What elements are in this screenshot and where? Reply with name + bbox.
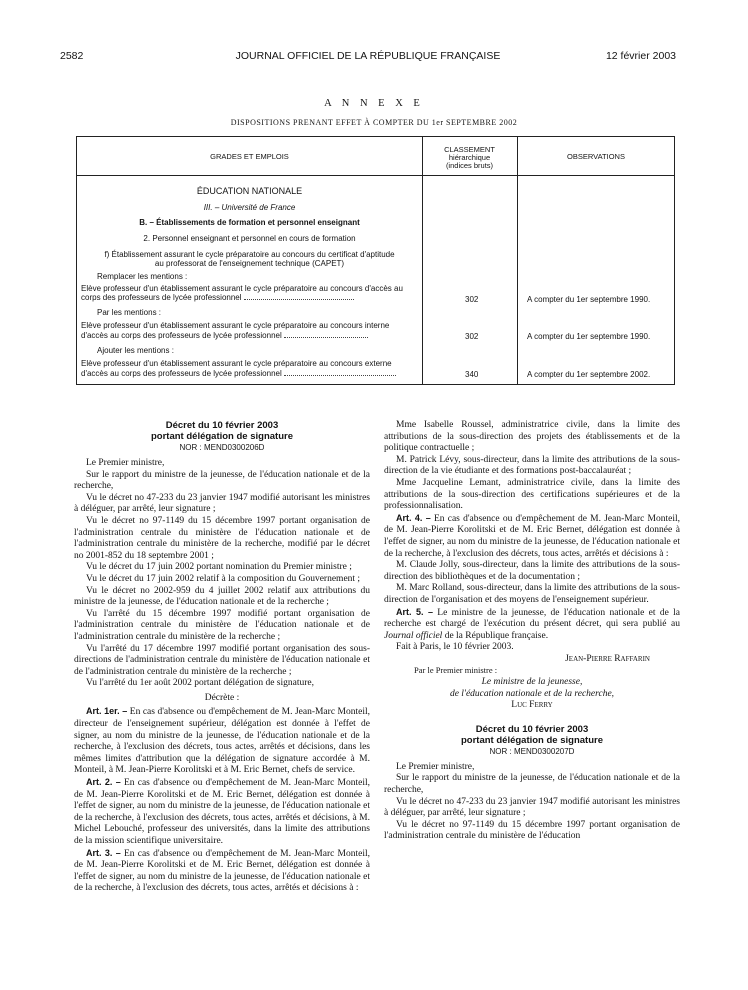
header-classement-line: (indices bruts) [445, 161, 494, 170]
article-text-italic: Journal officiel [384, 630, 443, 641]
annexe-subtitle: DISPOSITIONS PRENANT EFFET À COMPTER DU 1er SEPTEMBRE 2002 [230, 118, 518, 127]
article-label: Art. 5. – [396, 606, 433, 617]
paragraph: Vu l'arrêté du 15 décembre 1997 modifié portant organisation de l'administration centrale du ministère de l'éducation nationale et de l'administration centrale du ministère de la recherche ; [74, 608, 370, 642]
article [74, 706, 370, 777]
paragraph: Vu l'arrêté du 17 décembre 1997 modifié portant organisation des sous-directions de l'administration centrale du ministère de l'éducation nationale et de l'administration centrale du ministère de la recherche ; [74, 643, 370, 677]
observation: A compter du 1er septembre 2002. [527, 370, 651, 379]
row-text [81, 369, 396, 378]
paragraph: M. Marc Rolland, sous-directeur, dans la limite des attributions de la sous-direction de l'organisation et des moyens de l'enseignement supérieur. [384, 583, 680, 605]
indice-value: 302 [465, 295, 479, 304]
annexe-title: A N N E X E [324, 98, 424, 109]
annexe-table [76, 136, 675, 385]
article [74, 848, 370, 895]
minister-title: Le ministre de la jeunesse, [481, 677, 583, 688]
observation: A compter du 1er septembre 1990. [527, 332, 651, 341]
paragraph: Vu le décret du 17 juin 2002 relatif à la composition du Gouvernement ; [86, 573, 361, 584]
right-column [384, 420, 680, 843]
paragraph: Le Premier ministre, [86, 458, 165, 468]
paragraph: Mme Isabelle Roussel, administratrice civile, dans la limite des attributions de la sous-direction des projets des établissements et de la politique contractuelle ; [384, 420, 680, 454]
decree-title: Décret du 10 février 2003 [165, 420, 279, 431]
section-line: 2. Personnel enseignant et personnel en cours de formation [143, 234, 356, 243]
section-line: III. – Université de France [203, 203, 296, 212]
paragraph: M. Claude Jolly, sous-directeur, dans la limite des attributions de la sous-direction des bibliothèques et de la documentation ; [384, 560, 680, 582]
paragraph: Vu le décret no 2002-959 du 4 juillet 2002 relatif aux attributions du ministre de la jeunesse, de l'éducation nationale et de la recherche ; [74, 585, 370, 608]
indice-value: 340 [465, 370, 479, 379]
header-divider [77, 175, 674, 176]
row-text-part: d'accès au corps des professeurs de lycée professionnel [81, 369, 282, 378]
row-text-part: d'accès au corps des professeurs de lycée professionnel [81, 331, 282, 340]
paragraph: Sur le rapport du ministre de la jeunesse, de l'éducation nationale et de la recherche, [384, 773, 680, 796]
paragraph: Vu le décret no 97-1149 du 15 décembre 1997 portant organisation de l'administration centrale du ministère de l'éducation [384, 819, 680, 842]
section-line: au professorat de l'enseignement technique (CAPET) [154, 259, 345, 268]
header-classement [422, 146, 517, 170]
observation: A compter du 1er septembre 1990. [527, 295, 651, 304]
signatory: Jean-Pierre Raffarin [565, 653, 650, 664]
header-classement-line: CLASSEMENT [444, 145, 495, 154]
paragraph: Vu l'arrêté du 1er août 2002 portant délégation de signature, [86, 678, 315, 689]
article-label: Art. 1er. – [86, 706, 128, 717]
decree-subtitle: portant délégation de signature [151, 431, 293, 442]
fait-a-paris: Fait à Paris, le 10 février 2003. [396, 642, 514, 653]
minister-title: de l'éducation nationale et de la recherche, [449, 688, 615, 699]
article-label: Art. 3. – [86, 847, 121, 858]
mention-label: Ajouter les mentions : [97, 346, 174, 355]
paragraph: Sur le rapport du ministre de la jeunesse, de l'éducation nationale et de la recherche, [74, 469, 370, 492]
article-text: Le ministre de la jeunesse, de l'éducation nationale et de la recherche est chargé de l'exécution du présent décret, qui sera publié au [384, 607, 680, 630]
article-label: Art. 4. – [396, 512, 431, 523]
paragraph: M. Patrick Lévy, sous-directeur, dans la limite des attributions de la sous-direction de la vie étudiante et des formations post-baccalauréat ; [384, 454, 680, 477]
article-text: En cas d'absence ou d'empêchement de M. Jean-Marc Monteil, de M. Jean-Pierre Korolitski et de M. Eric Bernet, délégation est donnée à l'effet de signer, au nom du ministre de la jeunesse, de l'éducation nationale et de la recherche, à l'exclusion des décrets, tous actes, arrêtés et décisions à : [74, 848, 371, 894]
header-classement-line: hiérarchique [448, 153, 491, 162]
nor-reference: NOR : MEND0300206D [179, 443, 265, 452]
leader-dots [244, 299, 354, 300]
mention-label: Remplacer les mentions : [97, 272, 188, 281]
leader-dots [284, 337, 368, 338]
paragraph: Vu le décret du 17 juin 2002 portant nomination du Premier ministre ; [86, 562, 352, 573]
section-line: B. – Établissements de formation et personnel enseignant [139, 218, 360, 227]
paragraph: Vu le décret no 47-233 du 23 janvier 1947 modifié autorisant les ministres à déléguer, par arrêté, leur signature ; [384, 796, 680, 819]
page-number: 2582 [60, 50, 84, 62]
ministry-line: ÉDUCATION NATIONALE [196, 186, 303, 196]
header-date: 12 février 2003 [605, 50, 676, 62]
row-text: Elève professeur d'un établissement assurant le cycle préparatoire au concours interne [81, 321, 390, 330]
row-text [81, 331, 368, 340]
article-label: Art. 2. – [86, 777, 121, 788]
article [384, 513, 680, 560]
article-text: En cas d'absence ou d'empêchement de M. Jean-Marc Monteil, directeur de l'enseignement supérieur, délégation est donnée à l'effet de signer, au nom du ministre de la jeunesse, de l'éducation nationale et de la recherche, à l'exclusion des décrets, tous actes, arrêtés et décisions, dans les mêmes limites d'attribution que la délégation de signature accordée à M. Monteil, à M. Jean-Pierre Korolitski et à M. Eric Bernet, chefs de service. [74, 707, 370, 776]
decree-title: Décret du 10 février 2003 [475, 723, 589, 735]
mention-label: Par les mentions : [97, 308, 162, 317]
article-text: En cas d'absence ou d'empêchement de M. Jean-Marc Monteil, de M. Jean-Pierre Korolitski et de M. Eric Bernet, délégation est donnée à l'effet de signer, au nom du ministre de la jeunesse, de l'éducation nationale et de la recherche, à l'exclusion des décrets, tous actes, arrêtés et décisions, à M. Michel Lebouché, professeur des universités, dans la limite des attributions de la mission scientifique universitaire. [74, 778, 371, 846]
paragraph: Mme Jacqueline Lemant, administratrice civile, dans la limite des attributions de la sous-direction des certifications supérieures et de la professionnalisation. [384, 477, 680, 512]
section-line: f) Établissement assurant le cycle préparatoire au concours du certificat d'aptitude [104, 250, 395, 259]
article-text: de la République française. [444, 630, 549, 641]
indice-value: 302 [465, 332, 479, 341]
decree-subtitle: portant délégation de signature [461, 734, 603, 746]
row-text-part: corps des professeurs de lycée professionnel [81, 293, 242, 302]
decrete: Décrète : [204, 692, 240, 703]
par-premier-ministre: Par le Premier ministre : [414, 665, 498, 676]
row-text: Elève professeur d'un établissement assurant le cycle préparatoire au concours d'accès au [81, 284, 403, 293]
running-header [60, 50, 676, 64]
row-text: Elève professeur d'un établissement assurant le cycle préparatoire au concours externe [81, 359, 392, 368]
journal-title: JOURNAL OFFICIEL DE LA RÉPUBLIQUE FRANÇAISE [235, 50, 501, 62]
article-text: En cas d'absence ou d'empêchement de M. Jean-Marc Monteil, de M. Jean-Pierre Korolitski et de M. Eric Bernet, délégation est donnée à l'effet de signer, au nom du ministre de la jeunesse, de l'éducation nationale et de la recherche, à l'exclusion des décrets, tous actes, arrêtés et décisions à : [384, 513, 681, 559]
signatory: Luc Ferry [511, 700, 553, 711]
header-observations: OBSERVATIONS [567, 152, 625, 161]
left-column [74, 420, 370, 895]
leader-dots [284, 375, 396, 376]
article [74, 777, 370, 848]
paragraph: Vu le décret no 47-233 du 23 janvier 1947 modifié autorisant les ministres à déléguer, par arrêté, leur signature ; [74, 492, 370, 515]
row-text [81, 293, 354, 302]
header-grades: GRADES ET EMPLOIS [210, 152, 289, 161]
nor-reference: NOR : MEND0300207D [489, 746, 575, 756]
paragraph: Le Premier ministre, [396, 761, 475, 772]
article [384, 607, 680, 643]
paragraph: Vu le décret no 97-1149 du 15 décembre 1997 portant organisation de l'administration centrale du ministère de l'éducation nationale et de l'administration centrale du ministère de la recherche, modifié par le décret no 2001-852 du 18 septembre 2001 ; [74, 515, 370, 561]
